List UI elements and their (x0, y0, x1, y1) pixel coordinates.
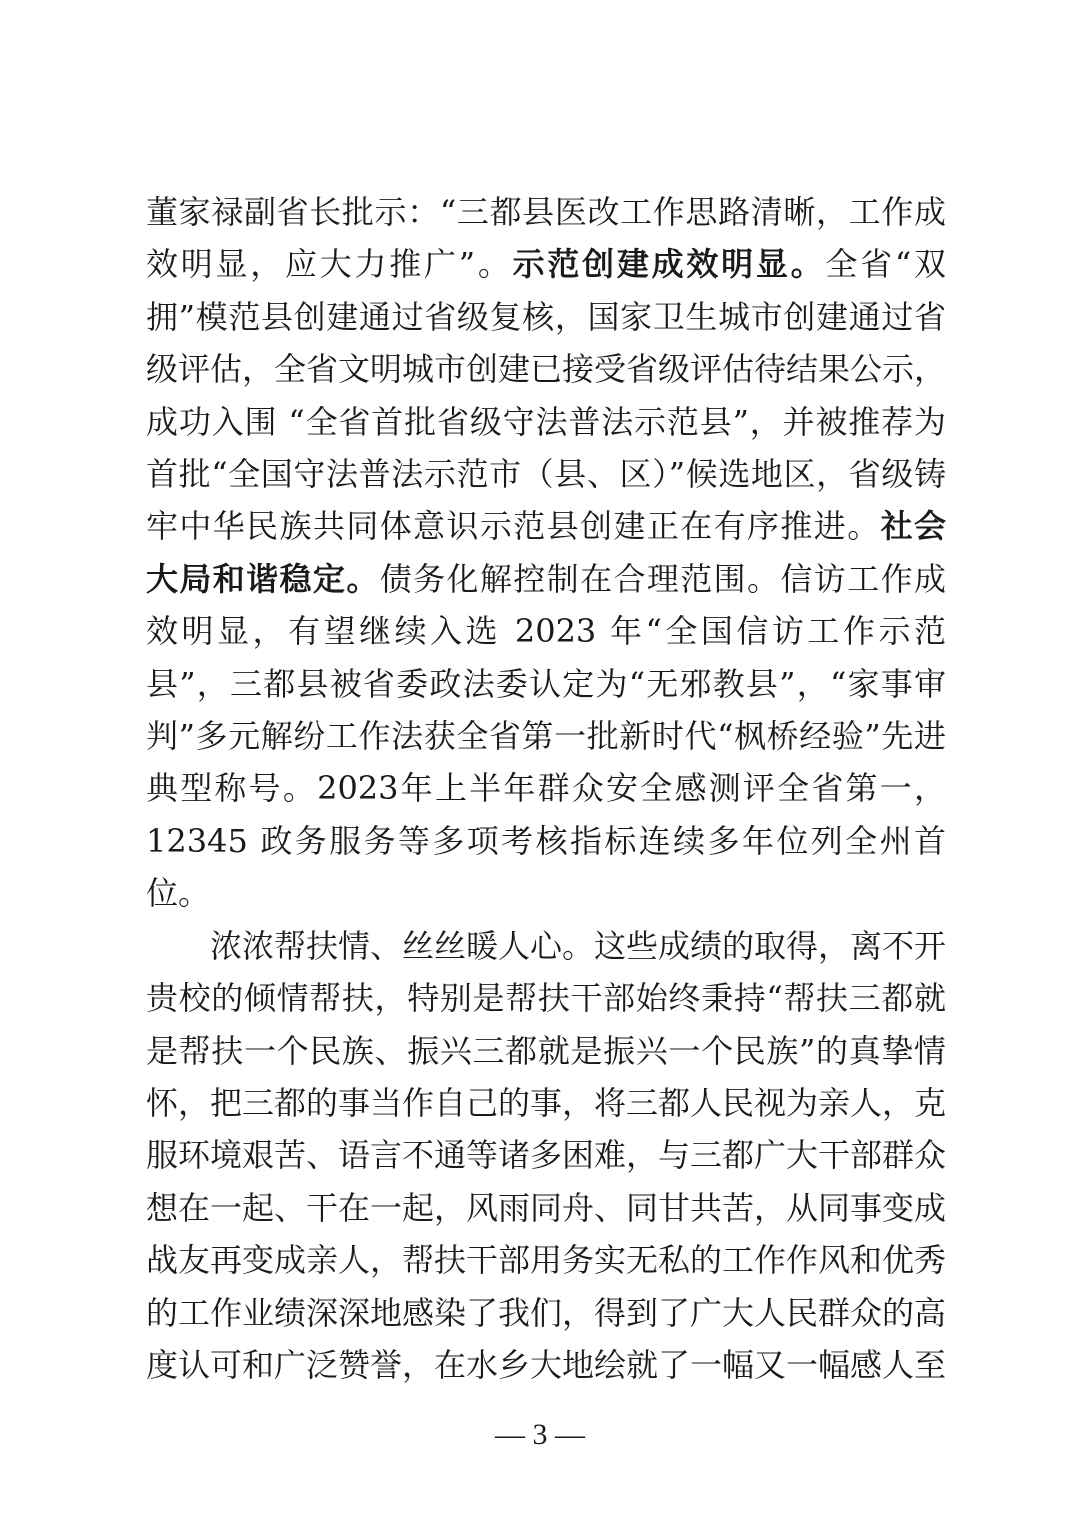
text-segment: 董家禄副省长批示：“三都县医改工作思路清晰，工作成效明显，应大力推广”。 (146, 193, 946, 284)
heading-social-stability: 社会大局和谐稳定。 (146, 507, 946, 598)
text-segment: 浓浓帮扶情、丝丝暖人心。这些成绩的取得，离不开贵校的倾情帮扶，特别是帮扶干部始终秉持“帮扶三都就是帮扶一个民族、振兴三都就是振兴一个民族”的真挚情怀，把三都的事当作自己的事，将三都人民视为亲人，克服环境艰苦、语言不通等诸多困难，与三都广大干部群众想在一起、干在一起，风雨同舟、同甘共苦，从同事变成战友再变成亲人，帮扶干部用务实无私的工作作风和优秀的工作业绩深深地感染了我们，得到了广大人民群众的高度认可和广泛赞誉，在水乡大地绘就了一幅又一幅感人至 (146, 926, 947, 1384)
paragraph-achievements (146, 186, 946, 920)
heading-demonstration-creation: 示范创建成效明显。 (512, 245, 826, 284)
page-number: — 3 — (495, 1418, 585, 1451)
paragraph-gratitude (146, 920, 946, 1392)
body-text (146, 186, 946, 1391)
text-segment: 债务化解控制在合理范围。信访工作成效明显，有望继续入选 2023 年“全国信访工作示范县”，三都县被省委政法委认定为“无邪教县”，“家事审判”多元解纷工作法获全省第一批新时代“枫桥经验”先进典型称号。2023年上半年群众安全感测评全省第一，12345 政务服务等多项考核指标连续多年位列全州首位。 (146, 559, 946, 913)
text-segment: 全省“双拥”模范县创建通过省级复核，国家卫生城市创建通过省级评估，全省文明城市创建已接受省级评估待结果公示，成功入围 “全省首批省级守法普法示范县”，并被推荐为首批“全国守法普法示范市（县、区）”候选地区，省级铸牢中华民族共同体意识示范县创建正在有序推进。 (146, 245, 947, 546)
